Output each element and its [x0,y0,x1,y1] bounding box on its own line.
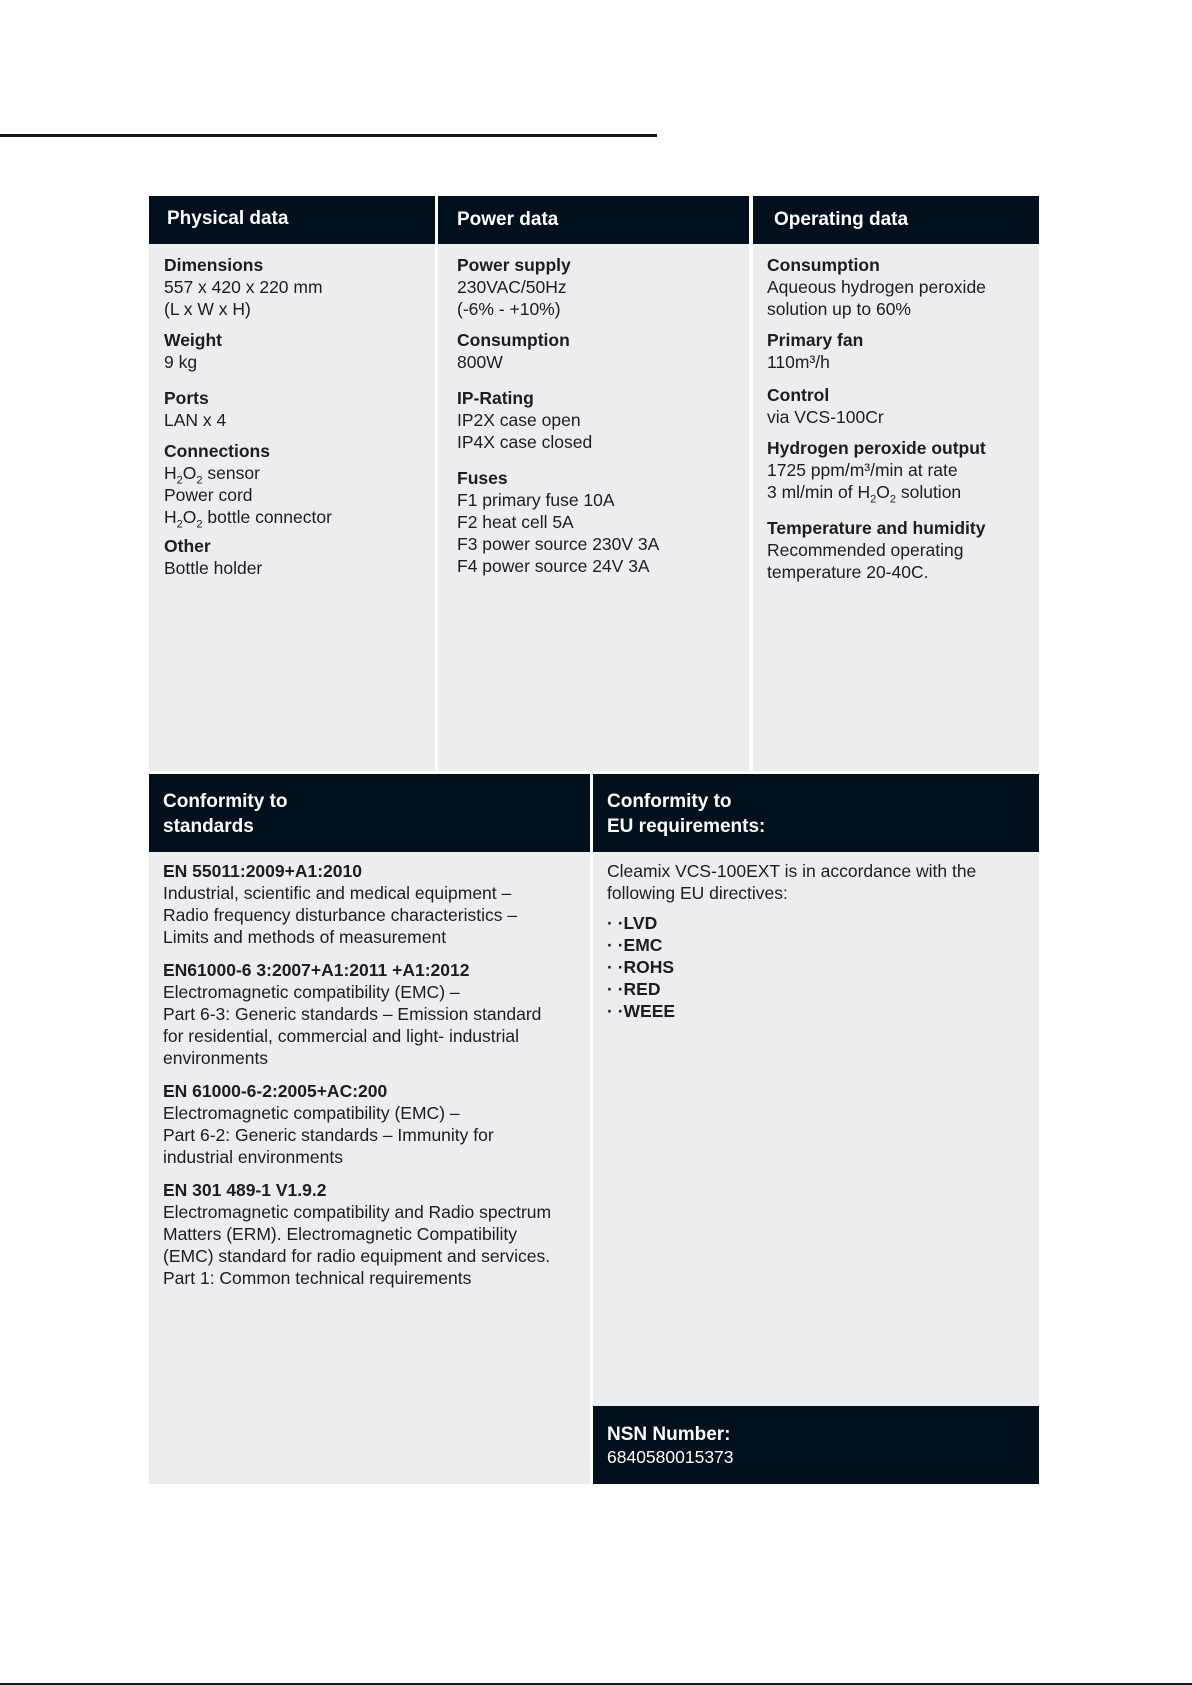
standard-item [163,860,590,948]
eu-title-l2: EU requirements: [607,816,766,837]
nsn-value: 6840580015373 [607,1447,734,1467]
operating-consumption-l1: Aqueous hydrogen peroxide [767,277,986,297]
standard-description-line: (EMC) standard for radio equipment and services. [163,1246,551,1266]
power-data-header [438,196,749,244]
power-data-panel [438,196,749,771]
dimensions-value: 557 x 420 x 220 mm [164,277,323,297]
operating-data-header [753,196,1039,244]
ports-label: Ports [164,388,209,408]
connections-label: Connections [164,441,270,461]
power-supply-value: 230VAC/50Hz [457,277,567,297]
top-rule [0,134,657,137]
temp-humidity-l1: Recommended operating [767,540,964,560]
power-data-title: Power data [457,209,559,230]
fuse-1: F1 primary fuse 10A [457,490,615,510]
standards-header [149,774,590,852]
ip-rating-label: IP-Rating [457,388,534,408]
h2o2-output-solution: 3 ml/min of $H_2O_2$ solution [767,482,962,506]
primary-fan-value: 110m³/h [767,352,830,372]
eu-intro-l1: Cleamix VCS-100EXT is in accordance with the [607,861,977,881]
physical-data-title: Physical data [167,208,289,229]
primary-fan-label: Primary fan [767,330,864,350]
standards-panel [149,774,590,1484]
standard-code: EN61000-6 3:2007+A1:2011 +A1:2012 [163,960,470,980]
operating-data-panel [753,196,1039,771]
control-label: Control [767,385,830,405]
dimensions-label: Dimensions [164,255,264,275]
operating-consumption-label: Consumption [767,255,880,275]
power-consumption-value: 800W [457,352,503,372]
standards-title-l2: standards [163,816,254,837]
power-consumption-label: Consumption [457,330,570,350]
dimensions-order: (L x W x H) [164,299,251,319]
eu-directives-list [607,912,1039,1022]
eu-directive-item: · · WEEE [607,1000,1039,1022]
ip-rating-closed: IP4X case closed [457,432,593,452]
eu-intro-l2: following EU directives: [607,883,788,903]
control-value: via VCS-100Cr [767,407,884,427]
operating-data-title: Operating data [774,209,909,230]
standard-description-line: Part 1: Common technical requirements [163,1268,472,1288]
standard-code: EN 61000-6-2:2005+AC:200 [163,1081,388,1101]
eu-directive-item: · · LVD [607,912,1039,934]
fuses-label: Fuses [457,468,508,488]
standard-code: EN 55011:2009+A1:2010 [163,861,362,881]
other-label: Other [164,536,211,556]
physical-data-header [149,196,435,244]
standard-description-line: Industrial, scientific and medical equipment – [163,883,512,903]
eu-directive-item: · · ROHS [607,956,1039,978]
h2o2-output-rate: 1725 ppm/m³/min at rate [767,460,958,480]
ports-value: LAN x 4 [164,410,227,430]
other-value: Bottle holder [164,558,263,578]
standards-list [149,860,590,1289]
power-supply-label: Power supply [457,255,571,275]
fuse-3: F3 power source 230V 3A [457,534,660,554]
standard-item [163,959,590,1069]
standards-title-l1: Conformity to [163,791,288,812]
fuse-4: F4 power source 24V 3A [457,556,650,576]
eu-directive-item: · · EMC [607,934,1039,956]
standard-description-line: Electromagnetic compatibility and Radio spectrum [163,1202,552,1222]
temp-humidity-label: Temperature and humidity [767,518,986,538]
nsn-label: NSN Number: [607,1424,731,1445]
standard-description-line: Part 6-2: Generic standards – Immunity for [163,1125,494,1145]
weight-value: 9 kg [164,352,198,372]
fuse-2: F2 heat cell 5A [457,512,574,532]
standard-description-line: Electromagnetic compatibility (EMC) – [163,982,460,1002]
standard-description-line: Matters (ERM). Electromagnetic Compatibility [163,1224,517,1244]
standard-description-line: for residential, commercial and light- industrial [163,1026,519,1046]
nsn-box [593,1406,1039,1484]
operating-consumption-l2: solution up to 60% [767,299,911,319]
eu-header [593,774,1039,852]
h2o2-output-label: Hydrogen peroxide output [767,438,986,458]
eu-directive-item: · · RED [607,978,1039,1000]
eu-title-l1: Conformity to [607,791,732,812]
eu-panel [593,774,1039,1406]
standard-item [163,1179,590,1289]
standard-description-line: Radio frequency disturbance characteristics – [163,905,518,925]
connection-power-cord: Power cord [164,485,253,505]
ip-rating-open: IP2X case open [457,410,581,430]
weight-label: Weight [164,330,223,350]
physical-data-panel [149,196,435,771]
connection-bottle: $H_2O_2$ bottle connector [164,507,332,531]
temp-humidity-l2: temperature 20-40C. [767,562,929,582]
standard-description-line: environments [163,1048,269,1068]
standard-description-line: Limits and methods of measurement [163,927,447,947]
standard-description-line: Electromagnetic compatibility (EMC) – [163,1103,460,1123]
connection-sensor: $H_2O_2$ sensor [164,463,260,487]
standard-item [163,1080,590,1168]
power-supply-tolerance: (-6% - +10%) [457,299,561,319]
standard-code: EN 301 489-1 V1.9.2 [163,1180,327,1200]
standard-description-line: Part 6-3: Generic standards – Emission standard [163,1004,542,1024]
standard-description-line: industrial environments [163,1147,343,1167]
